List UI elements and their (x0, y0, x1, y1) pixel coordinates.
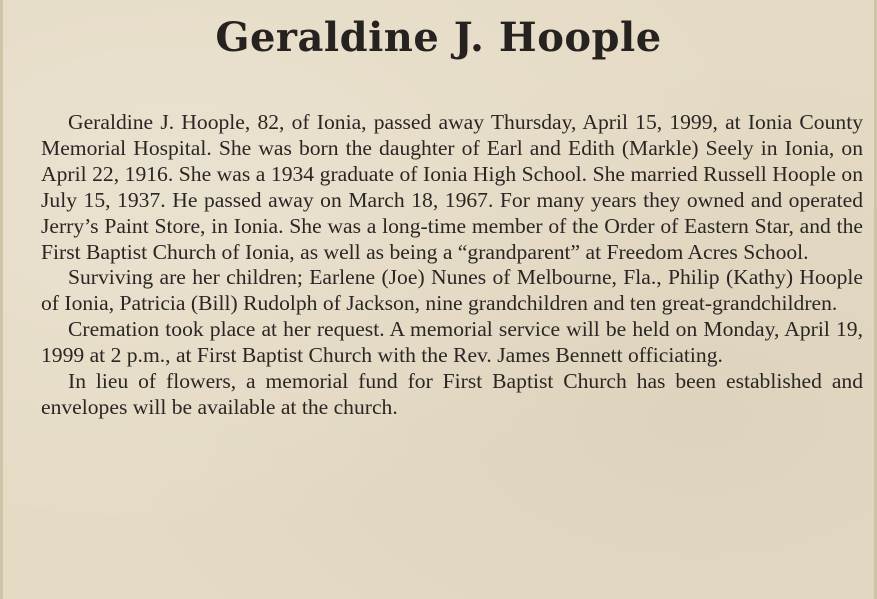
paragraph-memorial: In lieu of flowers, a memorial fund for First Baptist Church has been established and envelopes will be available at the church. (41, 369, 863, 419)
paragraph-survivors: Surviving are her children; Earlene (Joe) Nunes of Melbourne, Fla., Philip (Kathy) Hoople of Ionia, Patricia (Bill) Rudolph of Jackson, nine grandchildren and ten great-grandchildren. (41, 265, 863, 316)
paragraph-biography: Geraldine J. Hoople, 82, of Ionia, passed away Thursday, April 15, 1999, at Ionia County Memorial Hospital. She was born the daughter of Earl and Edith (Markle) Seely in Ionia, on April 22, 1916. She was a 1934 graduate of Ionia High School. She married Russell Hoople on July 15, 1937. He passed away on March 18, 1967. For many years they owned and operated Jerry’s Paint Store, in Ionia. She was a long-time member of the Order of Eastern Star, and the First Baptist Church of Ionia, as well as being a “grandparent” at Freedom Acres School. (41, 110, 863, 264)
obituary-body (41, 110, 863, 421)
obituary-headline: Geraldine J. Hoople (215, 14, 662, 61)
paragraph-service: Cremation took place at her request. A memorial service will be held on Monday, April 19, 1999 at 2 p.m., at First Baptist Church with the Rev. James Bennett officiating. (41, 317, 863, 368)
